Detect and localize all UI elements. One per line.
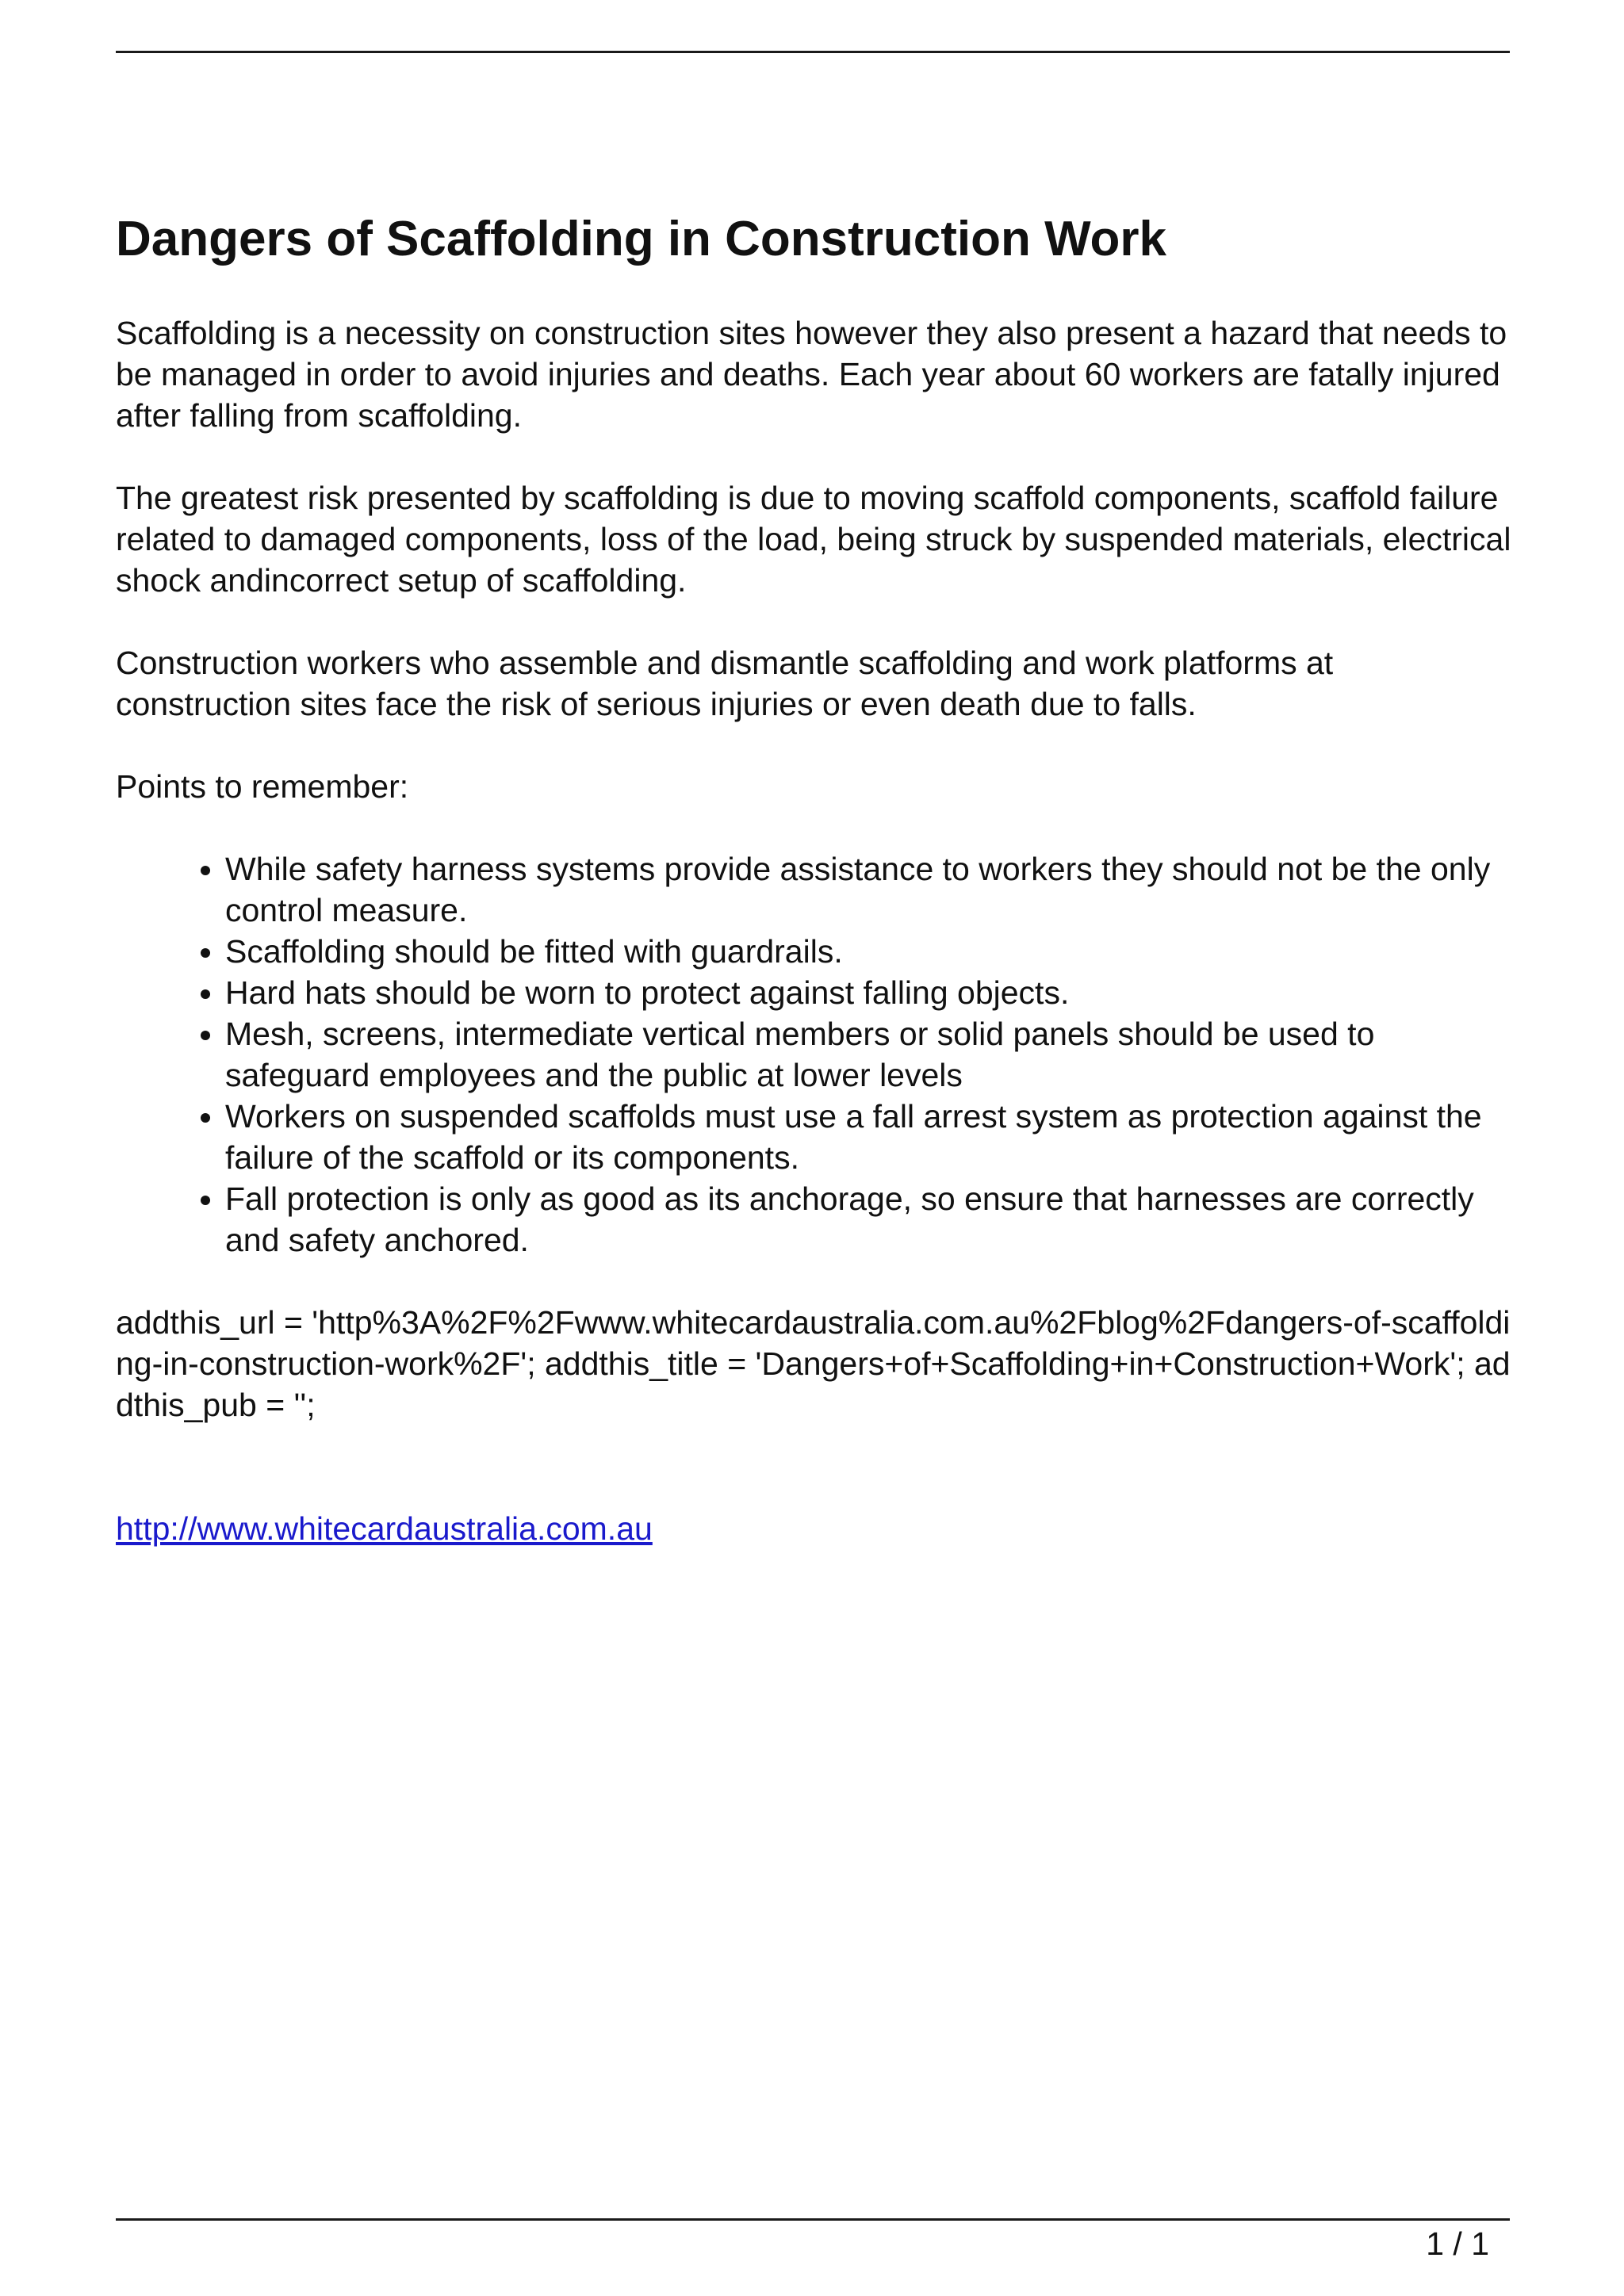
document-title: Dangers of Scaffolding in Construction Work — [116, 212, 1167, 266]
list-item: • Mesh, screens, intermediate vertical members or solid panels should be used to safeguard employees and the public at lower levels — [225, 1013, 1511, 1096]
workers-paragraph: Construction workers who assemble and dismantle scaffolding and work platforms at construction sites face the risk of serious injuries or even death due to falls. — [116, 645, 1334, 722]
risk-paragraph: The greatest risk presented by scaffolding is due to moving scaffold components, scaffold failure related to damaged components, loss of the load, being struck by suspended materials, electrical shock andincorrect setup of scaffolding. — [116, 480, 1511, 599]
points-heading: Points to remember: — [116, 768, 409, 805]
list-item: • While safety harness systems provide assistance to workers they should not be the only control measure. — [225, 848, 1511, 931]
website-link[interactable]: http://www.whitecardaustralia.com.au — [116, 1510, 653, 1547]
header-rule — [116, 51, 1510, 53]
list-item: • Workers on suspended scaffolds must use a fall arrest system as protection against the failure of the scaffold or its components. — [225, 1096, 1511, 1178]
intro-paragraph: Scaffolding is a necessity on construction sites however they also present a hazard that needs to be managed in order to avoid injuries and deaths. Each year about 60 workers are fatally injured after falling from scaffolding. — [116, 315, 1507, 434]
document-body — [116, 208, 1511, 1549]
list-item: • Fall protection is only as good as its anchorage, so ensure that harnesses are correctly and safety anchored. — [225, 1178, 1511, 1261]
addthis-code-text: addthis_url = 'http%3A%2F%2Fwww.whitecardaustralia.com.au%2Fblog%2Fdangers-of-scaffolding-in-construction-work%2F'; addthis_title = 'Dangers+of+Scaffolding+in+Construction+Work'; addthis_pub = ''; — [116, 1304, 1511, 1423]
list-item: • Scaffolding should be fitted with guardrails. — [225, 931, 1511, 972]
website-link-row — [116, 1508, 1511, 1549]
footer-rule — [116, 2218, 1510, 2221]
points-list — [116, 848, 1511, 1261]
list-item: • Hard hats should be worn to protect against falling objects. — [225, 972, 1511, 1013]
page-number: 1 / 1 — [1426, 2225, 1489, 2262]
